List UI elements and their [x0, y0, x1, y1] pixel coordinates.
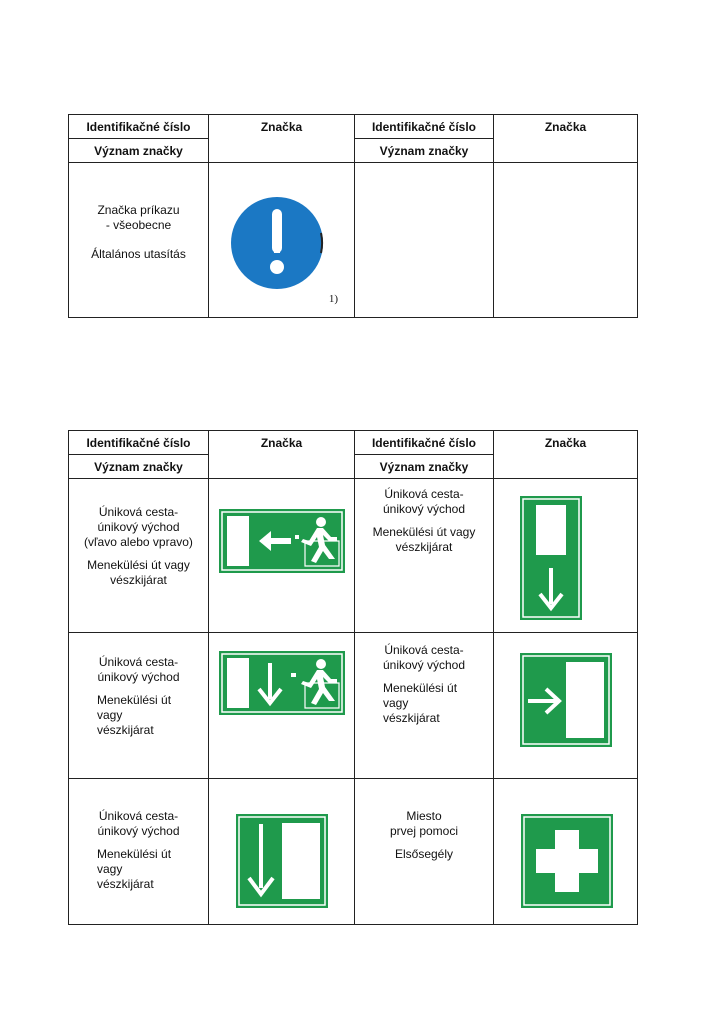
- desc-line: Menekülési út: [383, 681, 458, 695]
- desc-line: únikový východ: [97, 520, 180, 534]
- desc-line: vészkijárat: [383, 711, 440, 725]
- first-aid-cross-icon: [521, 814, 613, 908]
- desc-line: vagy: [97, 862, 123, 876]
- desc-line: Elsősegély: [394, 847, 454, 861]
- table2-row3-left-description: [69, 779, 209, 925]
- desc-line: vészkijárat: [110, 573, 167, 587]
- table2-row2-left-sign-cell: [209, 633, 355, 779]
- exit-right-arrow-icon: [520, 653, 612, 747]
- desc-line: Menekülési út: [97, 693, 172, 707]
- desc-line: Úniková cesta-: [98, 505, 179, 519]
- table2-row1-right-sign-cell: [494, 479, 638, 633]
- header-meaning-2: Význam značky: [355, 455, 494, 479]
- header-meaning: Význam značky: [69, 455, 209, 479]
- header-id-number-2: Identifikačné číslo: [355, 115, 494, 139]
- table1-row1-empty-sign: [494, 163, 638, 318]
- desc-line: prvej pomoci: [389, 824, 459, 838]
- header-sign-2: Značka: [494, 115, 638, 163]
- desc-line: Značka príkazu: [97, 203, 180, 217]
- table2-row3-right-description: [355, 779, 494, 925]
- sign-table-1: [68, 114, 638, 318]
- header-sign: Značka: [209, 115, 355, 163]
- desc-line: vagy: [97, 708, 123, 722]
- desc-line: - všeobecne: [105, 218, 172, 232]
- table2-row2-right-sign-cell: [494, 633, 638, 779]
- header-id-number: Identifikačné číslo: [69, 115, 209, 139]
- table2-row3-left-sign-cell: [209, 779, 355, 925]
- desc-line: Általános utasítás: [91, 247, 186, 261]
- mandatory-general-icon: [229, 195, 329, 295]
- desc-line: únikový východ: [382, 658, 466, 672]
- desc-line: vészkijárat: [395, 540, 453, 554]
- exit-left-running-man-icon: [219, 509, 345, 573]
- desc-line: Menekülési út vagy: [87, 558, 190, 572]
- header-sign: Značka: [209, 431, 355, 479]
- desc-line: Miesto: [406, 809, 442, 823]
- table1-row1-empty-desc: [355, 163, 494, 318]
- desc-line: Menekülési út: [97, 847, 172, 861]
- table2-row1-left-description: [69, 479, 209, 633]
- table2-row1-left-sign-cell: [209, 479, 355, 633]
- desc-line: Úniková cesta-: [384, 487, 464, 501]
- desc-line: vészkijárat: [97, 877, 154, 891]
- table1-row1-sign-cell: [209, 163, 355, 318]
- header-sign-2: Značka: [494, 431, 638, 479]
- table2-row2-left-description: [69, 633, 209, 779]
- desc-line: Úniková cesta-: [384, 643, 464, 657]
- table2-row1-right-description: [355, 479, 494, 633]
- desc-line: únikový východ: [97, 670, 180, 684]
- desc-line: vagy: [383, 696, 409, 710]
- desc-line: Menekülési út vagy: [372, 525, 476, 539]
- table2-row2-right-description: [355, 633, 494, 779]
- header-id-number-2: Identifikačné číslo: [355, 431, 494, 455]
- exit-down-arrow-vertical-icon: [520, 496, 582, 620]
- exit-down-arrow-door-icon: [236, 814, 328, 908]
- exit-down-running-man-icon: [219, 651, 345, 715]
- header-meaning-2: Význam značky: [355, 139, 494, 163]
- table1-row1-description: [69, 163, 209, 318]
- header-id-number: Identifikačné číslo: [69, 431, 209, 455]
- desc-line: Úniková cesta-: [98, 655, 179, 669]
- desc-line: vészkijárat: [97, 723, 154, 737]
- header-meaning: Význam značky: [69, 139, 209, 163]
- desc-line: Úniková cesta-: [98, 809, 179, 823]
- desc-line: (vľavo alebo vpravo): [84, 535, 193, 549]
- desc-line: únikový východ: [382, 502, 466, 516]
- desc-line: únikový východ: [97, 824, 180, 838]
- sign-table-2: [68, 430, 638, 925]
- table2-row3-right-sign-cell: [494, 779, 638, 925]
- footnote-marker: 1): [328, 293, 338, 305]
